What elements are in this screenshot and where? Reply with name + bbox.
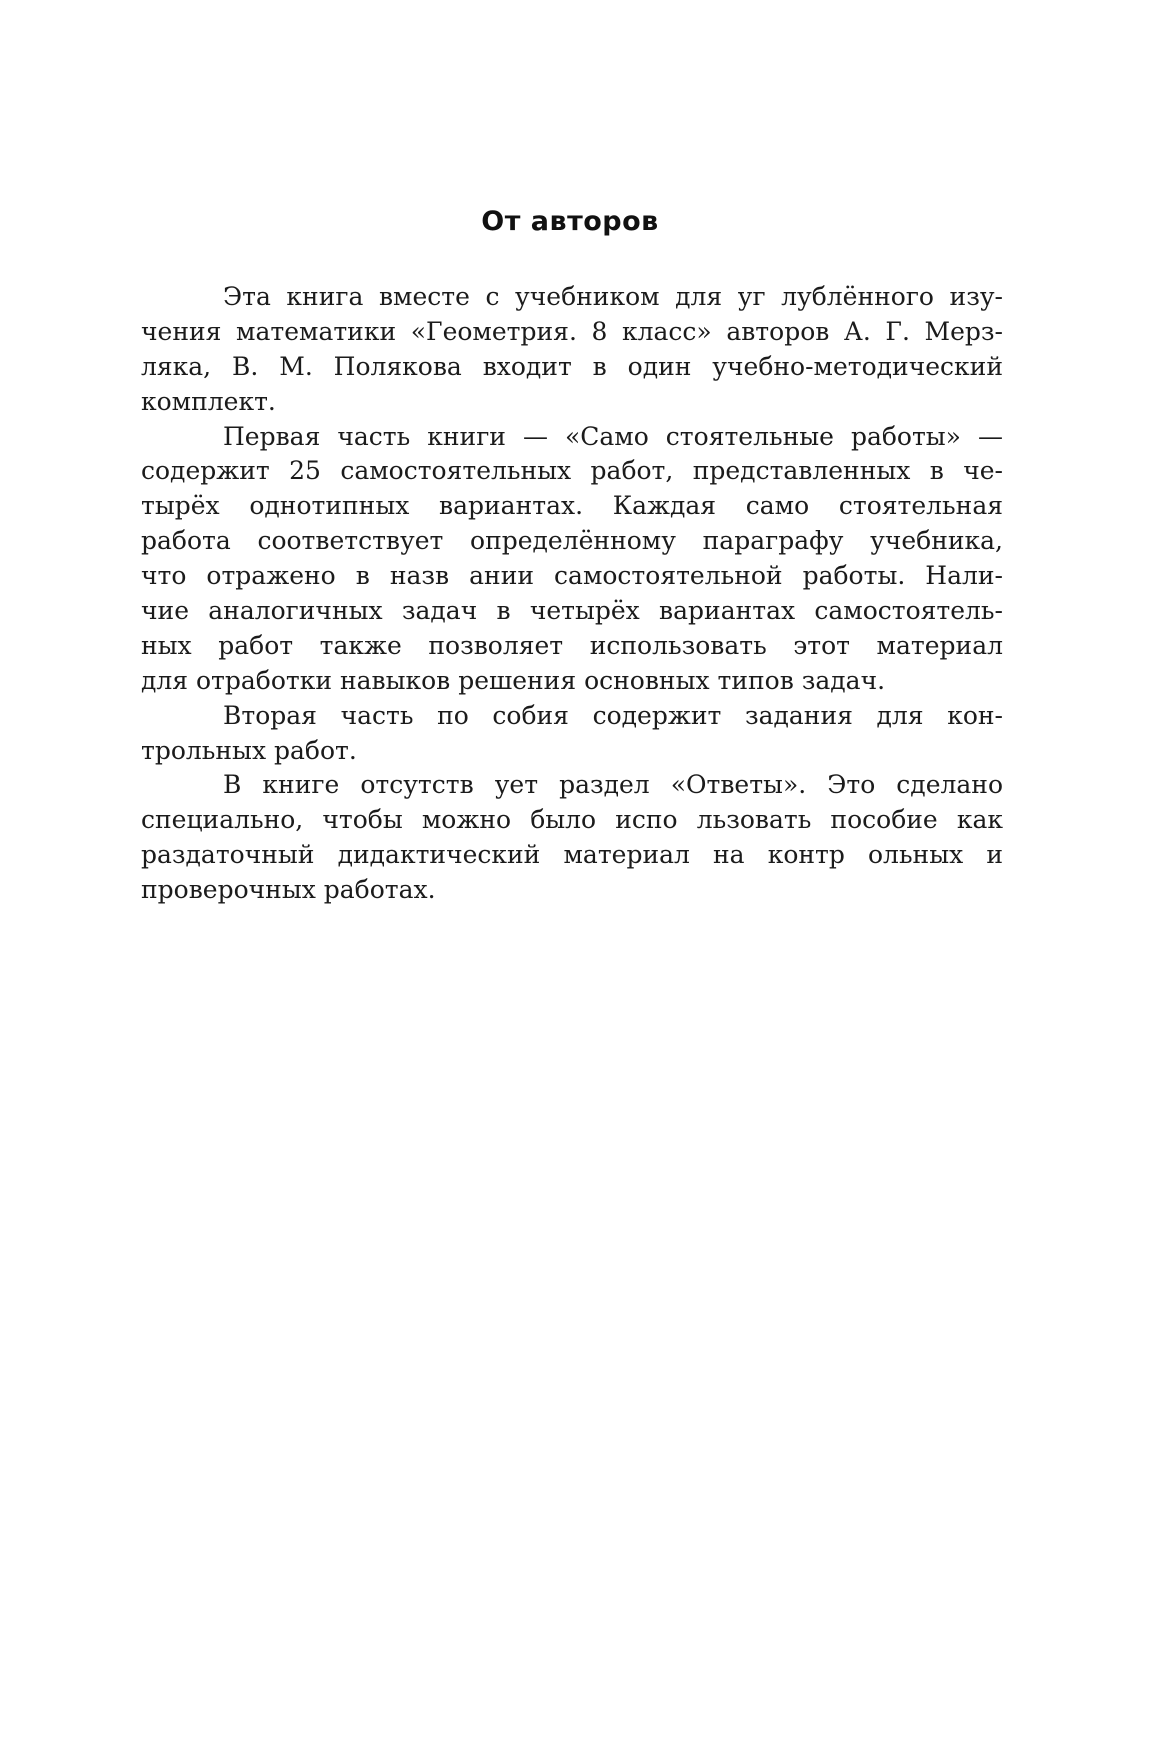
paragraph-2-line-6: чие аналогичных задач в четырёх вариантах самостоятель- [141,596,1003,626]
paragraph-3-line-1: Вторая часть по собия содержит задания для кон- [223,700,1003,730]
body-text [141,280,1003,908]
paragraph-2-line-1: Первая часть книги — «Само стоятельные работы» — [223,421,1003,451]
paragraph-2-line-7: ных работ также позволяет использовать этот материал [141,630,1003,660]
paragraph-4-line-3: раздаточный дидактический материал на контр ольных и [141,840,1003,870]
paragraph-2-line-5: что отражено в назв ании самостоятельной работы. Нали- [141,561,1003,591]
paragraph-4-line-2: специально, чтобы можно было испо льзовать пособие как [141,805,1003,835]
section-heading: От авторов [481,206,659,237]
paragraph-1-line-4: комплект. [141,386,276,416]
paragraph-2-line-8: для отработки навыков решения основных типов задач. [141,665,886,695]
paragraph-1-line-3: ляка, В. М. Полякова входит в один учебно-методический [141,351,1003,381]
paragraph-2-line-2: содержит 25 самостоятельных работ, представленных в че- [141,456,1003,486]
paragraph-1-line-2: чения математики «Геометрия. 8 класс» авторов А. Г. Мерз- [141,316,1003,346]
paragraph-1-line-1: Эта книга вместе с учебником для уг лублённого изу- [223,282,1003,311]
paragraph-4-line-4: проверочных работах. [141,875,436,905]
paragraph-3-line-2: трольных работ. [141,735,357,765]
paragraph-2-line-4: работа соответствует определённому параграфу учебника, [141,526,1003,556]
paragraph-2-line-3: тырёх однотипных вариантах. Каждая само стоятельная [141,491,1003,521]
paragraph-4-line-1: В книге отсутств ует раздел «Ответы». Это сделано [223,770,1003,800]
